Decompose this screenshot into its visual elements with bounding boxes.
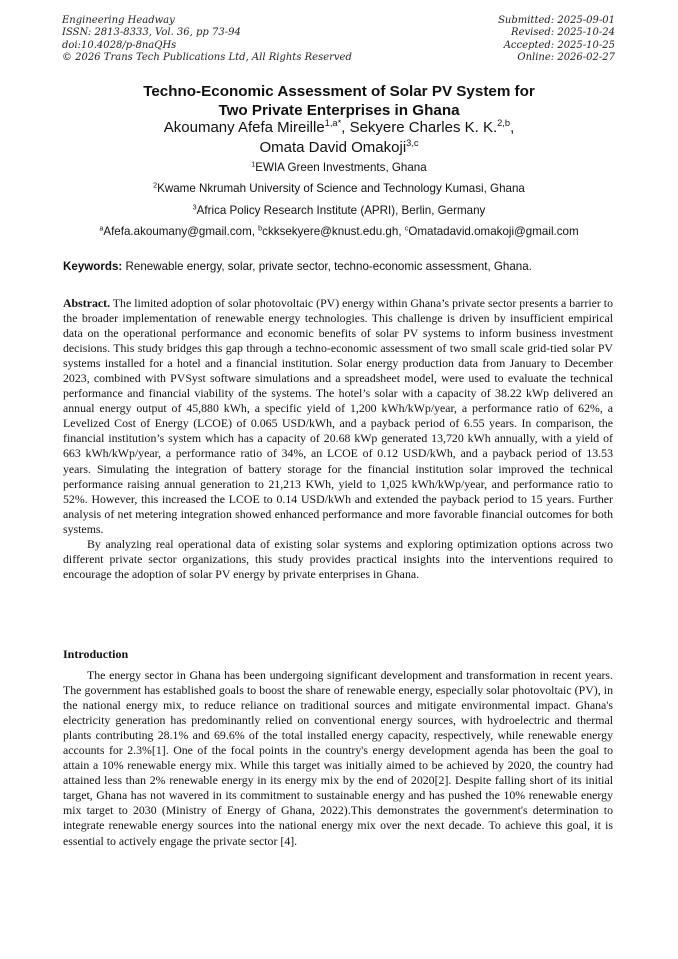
affiliation-number-2: 2 xyxy=(153,180,158,190)
introduction-paragraph-1: The energy sector in Ghana has been undergoing significant development and transformation in recent years. The government has established goals to boost the share of renewable energy, especially solar photovoltaic (PV), in the national energy mix, to reduce reliance on traditional sources and mitigate environmental impact. Ghana's electricity generation has predominantly relied on conventional energy sources, with hydroelectric and thermal plants contributing 28.1% and 69.6% of the total installed energy capacity, respectively, while renewable energy accounts for 2.3%[1]. One of the focal points in the country's energy development agenda has been the goal to attain a 10% renewable energy mix. While this target was initially aimed to be achieved by 2020, the country had attained less than 2% renewable energy in its energy mix by the end of 2020[2]. Despite falling short of its initial target, Ghana has not wavered in its commitment to sustainable energy and has pushed the 10% renewable energy mix target to 2030 (Ministry of Energy of Ghana, 2022).This demonstrates the government's determination to integrate renewable energy sources into the national energy mix over the next decade. To achieve this goal, it is essential to actively engage the private sector [4]. xyxy=(63,668,613,848)
date-submitted: Submitted: 2025-09-01 xyxy=(498,15,615,26)
journal-info xyxy=(62,15,352,64)
publication-dates xyxy=(498,15,615,64)
title-line-2: Two Private Enterprises in Ghana xyxy=(218,102,460,119)
section-heading-introduction: Introduction xyxy=(63,647,129,661)
affiliation-2 xyxy=(60,182,618,196)
affiliation-number-1: 1 xyxy=(251,159,256,169)
affiliation-text-3: Africa Policy Research Institute (APRI), Berlin, Germany xyxy=(196,204,486,217)
abstract-paragraph-2: By analyzing real operational data of existing solar systems and exploring optimization options across two different private sector organizations, this study provides practical insights into the interventions required to encourage the adoption of solar PV energy by private enterprises in Ghana. xyxy=(63,536,613,581)
email-3[interactable]: Omatadavid.omakoji@gmail.com xyxy=(408,225,579,238)
affiliation-3 xyxy=(60,204,618,218)
abstract-paragraph-1 xyxy=(63,296,613,537)
paper-title xyxy=(60,82,618,120)
journal-doi: doi:10.4028/p-8naQHs xyxy=(62,39,177,51)
journal-issn: ISSN: 2813-8333, Vol. 36, pp 73-94 xyxy=(62,27,241,39)
author-line-1 xyxy=(60,118,618,138)
email-marker-c: c xyxy=(404,223,409,233)
journal-name: Engineering Headway xyxy=(62,15,175,26)
author-name-2: Sekyere Charles K. K. xyxy=(349,119,498,136)
affiliation-text-1: EWIA Green Investments, Ghana xyxy=(255,161,427,174)
author-sup-3: 3,c xyxy=(406,137,419,148)
author-list xyxy=(60,118,618,157)
affiliation-number-3: 3 xyxy=(192,202,197,212)
abstract-label: Abstract. xyxy=(63,296,111,310)
email-2[interactable]: ckksekyere@knust.edu.gh, xyxy=(262,225,405,238)
affiliation-1 xyxy=(60,161,618,175)
keywords-text: Renewable energy, solar, private sector, techno-economic assessment, Ghana. xyxy=(122,260,532,273)
author-separator: , xyxy=(341,119,350,136)
email-marker-b: b xyxy=(258,223,263,233)
affiliation-text-2: Kwame Nkrumah University of Science and Technology Kumasi, Ghana xyxy=(157,182,525,195)
title-line-1: Techno-Economic Assessment of Solar PV System for xyxy=(143,83,535,100)
email-marker-a: a xyxy=(99,223,104,233)
author-sup-1: 1,a* xyxy=(324,117,342,128)
journal-copyright: © 2026 Trans Tech Publications Ltd, All Rights Reserved xyxy=(62,51,352,63)
email-1[interactable]: Afefa.akoumany@gmail.com, xyxy=(103,225,259,238)
date-accepted: Accepted: 2025-10-25 xyxy=(503,39,615,51)
keywords xyxy=(63,260,615,274)
date-online: Online: 2026-02-27 xyxy=(517,51,615,63)
introduction-body xyxy=(63,668,613,849)
keywords-label: Keywords: xyxy=(63,260,123,273)
author-emails xyxy=(60,225,618,239)
abstract-text-1: The limited adoption of solar photovoltaic (PV) energy within Ghana’s private sector presents a barrier to the broader implementation of renewable energy technologies. This challenge is driven by insufficient empirical data on the operational performance and economic benefits of solar PV systems to inform business investment decisions. This study bridges this gap through a techno-economic assessment of two small scale grid-tied solar PV systems installed for a hotel and a financial institution. Solar energy production data from January to December 2023, combined with PVSyst software simulations and a spreadsheet model, were used to evaluate the technical performance and financial viability of the systems. The hotel’s solar with a capacity of 38.22 kWp delivered an annual energy output of 45,880 kWh, a specific yield of 1,200 kWh/kWp/year, a performance ratio of 62%, a Levelized Cost of Energy (LCOE) of 0.065 USD/kWh, and a payback period of 6.55 years. In comparison, the financial institution’s system which has a capacity of 20.68 kWp generated 13,720 kWh annually, with a yield of 663 kWh/kWp/year, a performance ratio of 34%, an LCOE of 0.12 USD/kWh, and a payback period of 13.53 years. Simulating the integration of battery storage for the financial institution solar improved the technical performance raising annual generation to 21,213 KWh, yield to 1,025 kWh/kWp/year, and performance ratio to 52%. However, this increased the LCOE to 0.14 USD/kWh and extended the payback period to 15 years. Further analysis of net metering integration showed enhanced performance and more favorable financial outcomes for both systems. xyxy=(63,296,613,536)
author-name-3: Omata David Omakoji xyxy=(259,138,407,156)
author-line-2 xyxy=(60,138,618,158)
date-revised: Revised: 2025-10-24 xyxy=(511,27,615,39)
author-sup-2: 2,b xyxy=(497,117,511,128)
author-trailing-comma: , xyxy=(510,119,515,136)
author-name-1: Akoumany Afefa Mireille xyxy=(163,119,325,136)
abstract xyxy=(63,296,613,582)
